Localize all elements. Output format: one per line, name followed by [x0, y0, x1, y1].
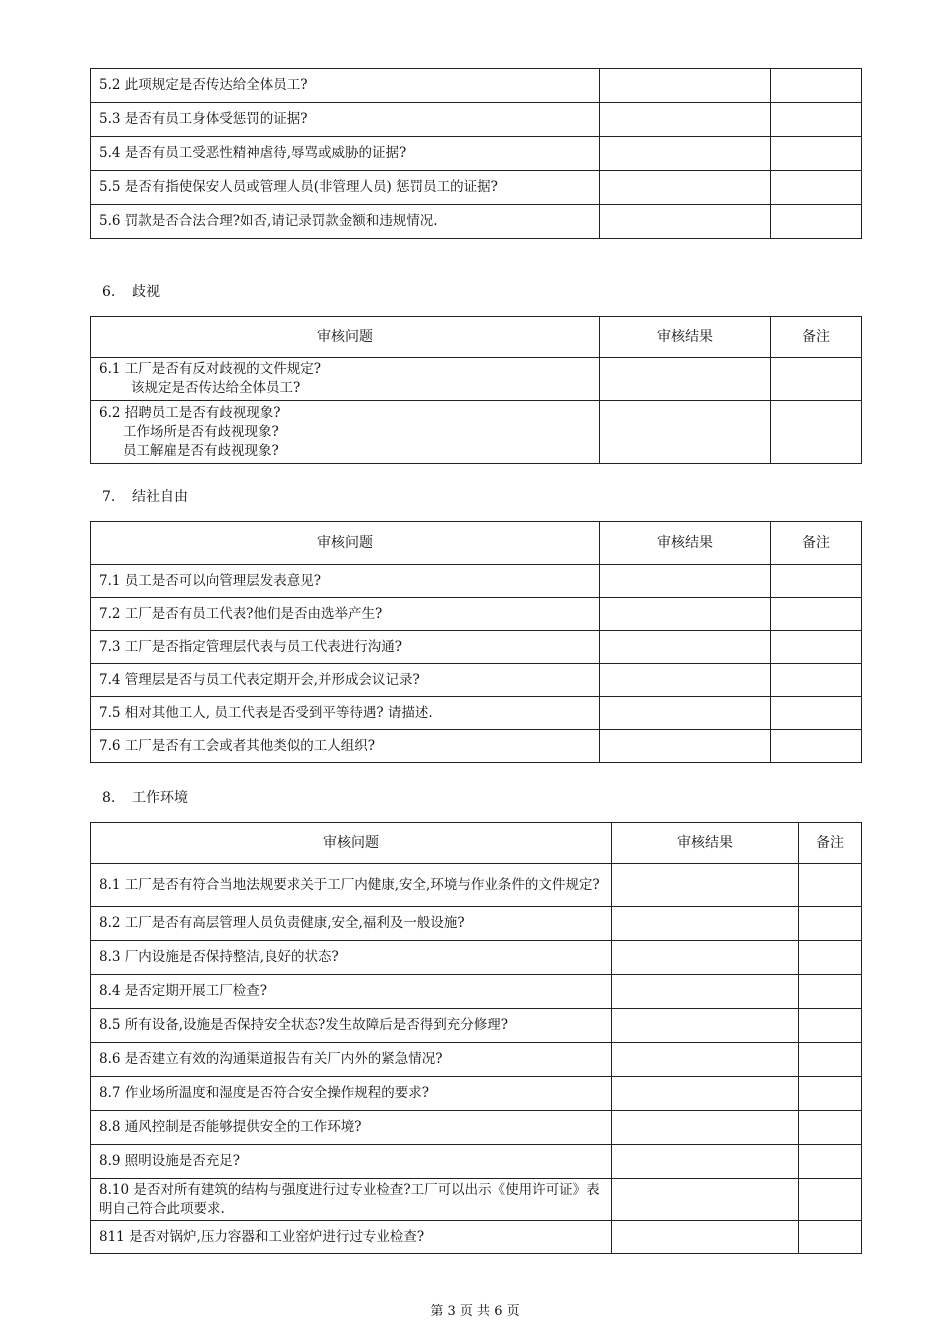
table-row [91, 1111, 862, 1145]
result-cell[interactable] [600, 69, 771, 103]
header-remark: 备注 [771, 317, 862, 358]
question-cell: 8.3 厂内设施是否保持整洁,良好的状态? [91, 941, 612, 975]
result-cell[interactable] [612, 975, 799, 1009]
section-heading-6 [102, 281, 160, 301]
remark-cell[interactable] [799, 1043, 862, 1077]
remark-cell[interactable] [771, 697, 862, 730]
header-result: 审核结果 [600, 317, 771, 358]
result-cell[interactable] [612, 1009, 799, 1043]
section-title: 工作环境 [132, 790, 188, 806]
result-cell[interactable] [600, 565, 771, 598]
page-footer: 第 3 页 共 6 页 [430, 1304, 520, 1319]
section-heading-7 [102, 486, 188, 506]
question-cell: 8.6 是否建立有效的沟通渠道报告有关厂内外的紧急情况? [91, 1043, 612, 1077]
section-number: 6. [102, 284, 116, 300]
header-question: 审核问题 [91, 823, 612, 864]
question-cell: 5.5 是否有指使保安人员或管理人员(非管理人员) 惩罚员工的证据? [91, 171, 600, 205]
remark-cell[interactable] [799, 907, 862, 941]
header-remark: 备注 [799, 823, 862, 864]
remark-cell[interactable] [799, 864, 862, 907]
table-row [91, 631, 862, 664]
result-cell[interactable] [612, 1111, 799, 1145]
question-line: 6.1 工厂是否有反对歧视的文件规定? [99, 361, 321, 377]
table-row [91, 1009, 862, 1043]
result-cell[interactable] [612, 1077, 799, 1111]
table-row [91, 730, 862, 763]
question-line: 该规定是否传达给全体员工? [131, 380, 301, 396]
remark-cell[interactable] [799, 1145, 862, 1179]
remark-cell[interactable] [771, 205, 862, 239]
section-number: 8. [102, 790, 116, 806]
remark-cell[interactable] [771, 103, 862, 137]
question-cell: 811 是否对锅炉,压力容器和工业窑炉进行过专业检查? [91, 1221, 612, 1254]
header-result: 审核结果 [612, 823, 799, 864]
table-row [91, 103, 862, 137]
remark-cell[interactable] [799, 941, 862, 975]
question-cell: 8.1 工厂是否有符合当地法规要求关于工厂内健康,安全,环境与作业条件的文件规定? [91, 864, 612, 907]
table-row [91, 171, 862, 205]
question-line: 6.2 招聘员工是否有歧视现象? [99, 404, 281, 421]
table-row [91, 69, 862, 103]
remark-cell[interactable] [799, 1111, 862, 1145]
result-cell[interactable] [612, 941, 799, 975]
table-row [91, 864, 862, 907]
result-cell[interactable] [612, 1179, 799, 1221]
table-row [91, 975, 862, 1009]
result-cell[interactable] [612, 1221, 799, 1254]
table-header-row [91, 317, 862, 358]
table-row [91, 1221, 862, 1254]
result-cell[interactable] [612, 1145, 799, 1179]
remark-cell[interactable] [799, 1221, 862, 1254]
question-cell: 8.9 照明设施是否充足? [91, 1145, 612, 1179]
question-cell: 7.1 员工是否可以向管理层发表意见? [91, 565, 600, 598]
table-row [91, 1145, 862, 1179]
header-remark: 备注 [771, 522, 862, 565]
question-cell [91, 401, 600, 464]
result-cell[interactable] [600, 205, 771, 239]
remark-cell[interactable] [771, 664, 862, 697]
remark-cell[interactable] [771, 401, 862, 464]
question-cell: 8.5 所有设备,设施是否保持安全状态?发生故障后是否得到充分修理? [91, 1009, 612, 1043]
remark-cell[interactable] [771, 730, 862, 763]
result-cell[interactable] [600, 358, 771, 401]
result-cell[interactable] [600, 103, 771, 137]
table-row [91, 137, 862, 171]
header-result: 审核结果 [600, 522, 771, 565]
remark-cell[interactable] [771, 137, 862, 171]
question-line: 工作场所是否有歧视现象? [123, 423, 279, 440]
result-cell[interactable] [612, 1043, 799, 1077]
table-row [91, 907, 862, 941]
table-row [91, 1179, 862, 1221]
section-title: 结社自由 [132, 489, 188, 505]
remark-cell[interactable] [771, 358, 862, 401]
question-cell: 8.10 是否对所有建筑的结构与强度进行过专业检查?工厂可以出示《使用许可证》表明自己符合此项要求. [91, 1179, 612, 1221]
table-row [91, 941, 862, 975]
header-question: 审核问题 [91, 522, 600, 565]
result-cell[interactable] [600, 401, 771, 464]
table-row [91, 401, 862, 464]
result-cell[interactable] [600, 598, 771, 631]
question-cell: 8.8 通风控制是否能够提供安全的工作环境? [91, 1111, 612, 1145]
question-cell [91, 358, 600, 401]
remark-cell[interactable] [799, 1179, 862, 1221]
remark-cell[interactable] [799, 1077, 862, 1111]
table-row [91, 598, 862, 631]
result-cell[interactable] [612, 864, 799, 907]
question-line: 员工解雇是否有歧视现象? [123, 442, 279, 459]
table-row [91, 664, 862, 697]
table-header-row [91, 823, 862, 864]
question-cell: 5.2 此项规定是否传达给全体员工? [91, 69, 600, 103]
table-section-7 [90, 521, 862, 763]
result-cell[interactable] [600, 730, 771, 763]
header-question: 审核问题 [91, 317, 600, 358]
question-cell: 7.3 工厂是否指定管理层代表与员工代表进行沟通? [91, 631, 600, 664]
remark-cell[interactable] [771, 171, 862, 205]
table-section-8 [90, 822, 862, 1254]
remark-cell[interactable] [771, 631, 862, 664]
remark-cell[interactable] [771, 69, 862, 103]
remark-cell[interactable] [771, 565, 862, 598]
table-row [91, 1077, 862, 1111]
table-row [91, 697, 862, 730]
question-cell: 7.5 相对其他工人, 员工代表是否受到平等待遇? 请描述. [91, 697, 600, 730]
table-row [91, 205, 862, 239]
table-section-5 [90, 68, 862, 239]
section-title: 歧视 [132, 284, 160, 300]
result-cell[interactable] [600, 697, 771, 730]
remark-cell[interactable] [799, 1009, 862, 1043]
question-cell: 5.4 是否有员工受恶性精神虐待,辱骂或威胁的证据? [91, 137, 600, 171]
question-cell: 7.4 管理层是否与员工代表定期开会,并形成会议记录? [91, 664, 600, 697]
remark-cell[interactable] [799, 975, 862, 1009]
question-cell: 7.2 工厂是否有员工代表?他们是否由选举产生? [91, 598, 600, 631]
table-row [91, 358, 862, 401]
section-heading-8 [102, 787, 188, 807]
result-cell[interactable] [612, 907, 799, 941]
question-cell: 7.6 工厂是否有工会或者其他类似的工人组织? [91, 730, 600, 763]
result-cell[interactable] [600, 631, 771, 664]
result-cell[interactable] [600, 137, 771, 171]
result-cell[interactable] [600, 664, 771, 697]
section-number: 7. [102, 489, 116, 505]
question-cell: 5.3 是否有员工身体受惩罚的证据? [91, 103, 600, 137]
question-cell: 8.7 作业场所温度和湿度是否符合安全操作规程的要求? [91, 1077, 612, 1111]
question-cell: 8.4 是否定期开展工厂检查? [91, 975, 612, 1009]
table-row [91, 1043, 862, 1077]
result-cell[interactable] [600, 171, 771, 205]
question-cell: 8.2 工厂是否有高层管理人员负责健康,安全,福利及一般设施? [91, 907, 612, 941]
table-header-row [91, 522, 862, 565]
table-row [91, 565, 862, 598]
question-cell: 5.6 罚款是否合法合理?如否,请记录罚款金额和违规情况. [91, 205, 600, 239]
table-section-6 [90, 316, 862, 464]
remark-cell[interactable] [771, 598, 862, 631]
